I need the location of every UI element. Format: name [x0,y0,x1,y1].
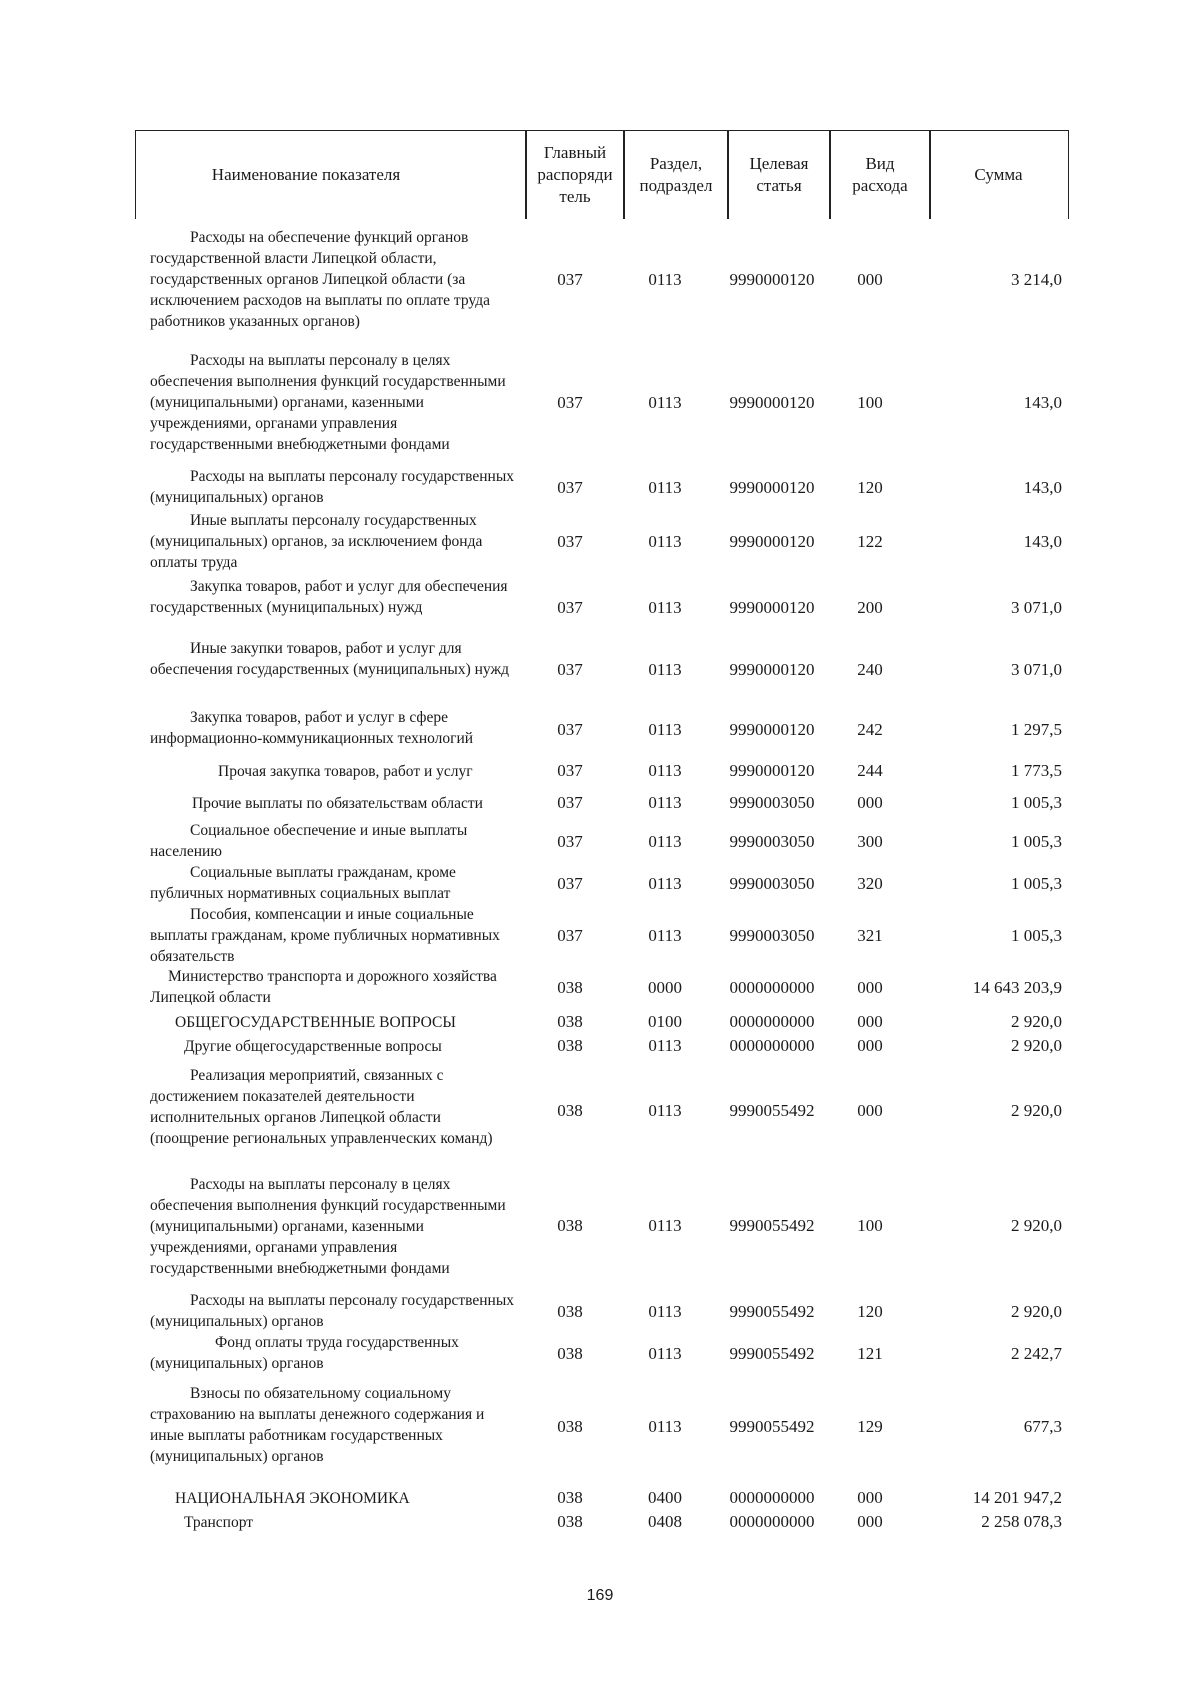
row-summa: 3 071,0 [1011,660,1062,679]
row-vid: 244 [857,761,883,780]
row-vid: 000 [857,1036,883,1055]
row-razdel: 0113 [648,926,682,945]
table-row [0,862,1200,906]
row-razdel: 0400 [648,1488,682,1507]
row-name: Социальное обеспечение и иные выплаты населению [150,822,468,860]
row-summa: 2 920,0 [1011,1036,1062,1055]
table-row [0,225,1200,335]
row-glavny: 037 [557,926,583,945]
row-razdel: 0113 [648,660,682,679]
row-celevaya: 0000000000 [729,1512,815,1531]
row-name: Расходы на обеспечение функций органов государственной власти Липецкой области, государственных органов Липецкой области (за исключением расходов на выплаты по оплате труда работников указанных органов) [150,229,490,330]
row-summa: 143,0 [1023,393,1062,412]
row-glavny: 037 [557,874,583,893]
row-glavny: 037 [557,720,583,739]
row-summa: 2 258 078,3 [981,1512,1062,1531]
row-razdel: 0100 [648,1012,682,1031]
row-celevaya: 0000000000 [729,1012,815,1031]
row-name: Расходы на выплаты персоналу государственных (муниципальных) органов [150,1292,514,1330]
header-celevaya: Целевая статья [749,154,809,195]
row-celevaya: 9990055492 [729,1417,815,1436]
row-razdel: 0113 [648,598,682,617]
row-summa: 3 214,0 [1011,270,1062,289]
table-row [0,707,1200,753]
row-razdel: 0113 [648,393,682,412]
row-celevaya: 9990003050 [729,926,815,945]
header-vid: Вид расхода [852,154,908,195]
table-row [0,1010,1200,1034]
row-celevaya: 9990000120 [729,532,815,551]
row-summa: 1 005,3 [1011,926,1062,945]
row-celevaya: 9990055492 [729,1101,815,1120]
row-summa: 143,0 [1023,532,1062,551]
row-celevaya: 9990000120 [729,761,815,780]
table-row [0,789,1200,817]
row-vid: 122 [857,532,883,551]
row-name: Иные закупки товаров, работ и услуг для обеспечения государственных (муниципальных) нужд [150,640,510,678]
row-glavny: 038 [557,1488,583,1507]
row-celevaya: 9990003050 [729,793,815,812]
row-summa: 14 201 947,2 [972,1488,1062,1507]
row-name: ОБЩЕГОСУДАРСТВЕННЫЕ ВОПРОСЫ [175,1013,456,1031]
row-summa: 677,3 [1023,1417,1062,1436]
table-row [0,576,1200,640]
header-razdel: Раздел, подраздел [639,154,713,195]
row-celevaya: 9990000120 [729,478,815,497]
row-celevaya: 9990055492 [729,1216,815,1235]
table-row [0,1332,1200,1376]
row-summa: 2 920,0 [1011,1216,1062,1235]
row-vid: 240 [857,660,883,679]
row-glavny: 038 [557,1101,583,1120]
row-vid: 129 [857,1417,883,1436]
table-row [0,820,1200,864]
header-glavny: Главный распоряди тель [537,143,613,206]
row-razdel: 0113 [648,720,682,739]
row-summa: 3 071,0 [1011,598,1062,617]
row-celevaya: 9990055492 [729,1302,815,1321]
row-summa: 1 005,3 [1011,793,1062,812]
row-name: Социальные выплаты гражданам, кроме публичных нормативных социальных выплат [150,864,456,902]
row-vid: 120 [857,1302,883,1321]
row-name: Закупка товаров, работ и услуг в сфере информационно-коммуникационных технологий [150,709,474,747]
row-summa: 2 920,0 [1011,1012,1062,1031]
row-name: Расходы на выплаты персоналу в целях обеспечения выполнения функций государственными (муниципальными) органами, казенными учреждениями, органами управления государственными внебюджетными фондами [150,352,506,453]
row-name: Прочие выплаты по обязательствам области [192,794,483,812]
row-summa: 2 920,0 [1011,1302,1062,1321]
row-vid: 121 [857,1344,883,1363]
table-row [0,1290,1200,1334]
header-name: Наименование показателя [211,165,401,184]
row-razdel: 0113 [648,532,682,551]
row-glavny: 038 [557,978,583,997]
row-razdel: 0113 [648,832,682,851]
row-vid: 000 [857,1488,883,1507]
row-summa: 14 643 203,9 [972,978,1062,997]
row-razdel: 0113 [648,1101,682,1120]
row-summa: 1 005,3 [1011,874,1062,893]
row-glavny: 038 [557,1302,583,1321]
row-razdel: 0408 [648,1512,682,1531]
row-summa: 1 297,5 [1011,720,1062,739]
row-vid: 321 [857,926,883,945]
row-glavny: 037 [557,270,583,289]
table-row [0,466,1200,510]
row-name: Прочая закупка товаров, работ и услуг [218,762,473,780]
table-row [0,1509,1200,1535]
row-razdel: 0113 [648,793,682,812]
row-celevaya: 9990000120 [729,270,815,289]
table-row [0,904,1200,968]
table-row [0,966,1200,1010]
row-celevaya: 9990000120 [729,393,815,412]
row-celevaya: 9990055492 [729,1344,815,1363]
row-vid: 100 [857,1216,883,1235]
row-glavny: 038 [557,1344,583,1363]
row-vid: 000 [857,1512,883,1531]
row-name: Реализация мероприятий, связанных с достижением показателей деятельности исполнительных органов Липецкой области (поощрение региональных управленческих команд) [150,1067,493,1147]
row-glavny: 037 [557,393,583,412]
row-glavny: 038 [557,1012,583,1031]
table-row [0,1065,1200,1157]
row-summa: 1 773,5 [1011,761,1062,780]
row-razdel: 0113 [648,1302,682,1321]
row-name: Фонд оплаты труда государственных (муниципальных) органов [150,1334,459,1372]
row-vid: 120 [857,478,883,497]
row-razdel: 0113 [648,1036,682,1055]
table-row [0,1034,1200,1058]
table-row [0,638,1200,702]
row-summa: 143,0 [1023,478,1062,497]
row-glavny: 037 [557,660,583,679]
header-summa: Сумма [974,165,1023,184]
row-name: Иные выплаты персоналу государственных (муниципальных) органов, за исключением фонда оплаты труда [150,512,483,571]
row-celevaya: 9990000120 [729,660,815,679]
row-name: Министерство транспорта и дорожного хозяйства Липецкой области [150,968,497,1006]
row-vid: 242 [857,720,883,739]
table-row [0,1485,1200,1511]
row-celevaya: 9990000120 [729,720,815,739]
row-name: Взносы по обязательному социальному страхованию на выплаты денежного содержания и иные выплаты работникам государственных (муниципальных) органов [150,1385,485,1465]
row-name: Транспорт [184,1513,254,1531]
row-vid: 000 [857,793,883,812]
table-row [0,1383,1200,1471]
row-glavny: 037 [557,478,583,497]
row-name: НАЦИОНАЛЬНАЯ ЭКОНОМИКА [175,1489,410,1507]
row-vid: 320 [857,874,883,893]
row-vid: 000 [857,978,883,997]
row-celevaya: 9990003050 [729,874,815,893]
row-vid: 200 [857,598,883,617]
row-vid: 100 [857,393,883,412]
row-razdel: 0113 [648,874,682,893]
row-celevaya: 9990000120 [729,598,815,617]
row-vid: 000 [857,1101,883,1120]
row-razdel: 0113 [648,478,682,497]
row-glavny: 038 [557,1036,583,1055]
row-summa: 2 242,7 [1011,1344,1062,1363]
row-celevaya: 0000000000 [729,1036,815,1055]
row-name: Расходы на выплаты персоналу в целях обеспечения выполнения функций государственными (муниципальными) органами, казенными учреждениями, органами управления государственными внебюджетными фондами [150,1176,506,1277]
row-razdel: 0000 [648,978,682,997]
table-row [0,757,1200,785]
row-glavny: 037 [557,793,583,812]
row-vid: 000 [857,270,883,289]
row-glavny: 038 [557,1512,583,1531]
row-glavny: 037 [557,598,583,617]
row-glavny: 037 [557,832,583,851]
row-razdel: 0113 [648,1216,682,1235]
row-name: Расходы на выплаты персоналу государственных (муниципальных) органов [150,468,514,506]
table-header [135,130,1069,219]
row-summa: 1 005,3 [1011,832,1062,851]
row-razdel: 0113 [648,761,682,780]
row-celevaya: 9990003050 [729,832,815,851]
row-name: Закупка товаров, работ и услуг для обеспечения государственных (муниципальных) нужд [150,578,508,616]
row-name: Пособия, компенсации и иные социальные выплаты гражданам, кроме публичных нормативных обязательств [150,906,500,965]
page-number: 169 [586,1587,614,1604]
row-razdel: 0113 [648,1344,682,1363]
row-glavny: 038 [557,1417,583,1436]
row-glavny: 038 [557,1216,583,1235]
row-vid: 300 [857,832,883,851]
row-glavny: 037 [557,761,583,780]
row-glavny: 037 [557,532,583,551]
table-row [0,348,1200,458]
row-vid: 000 [857,1012,883,1031]
row-summa: 2 920,0 [1011,1101,1062,1120]
row-celevaya: 0000000000 [729,1488,815,1507]
row-razdel: 0113 [648,1417,682,1436]
table-row [0,510,1200,574]
row-name: Другие общегосударственные вопросы [184,1037,442,1055]
table-row [0,1170,1200,1282]
row-razdel: 0113 [648,270,682,289]
row-celevaya: 0000000000 [729,978,815,997]
